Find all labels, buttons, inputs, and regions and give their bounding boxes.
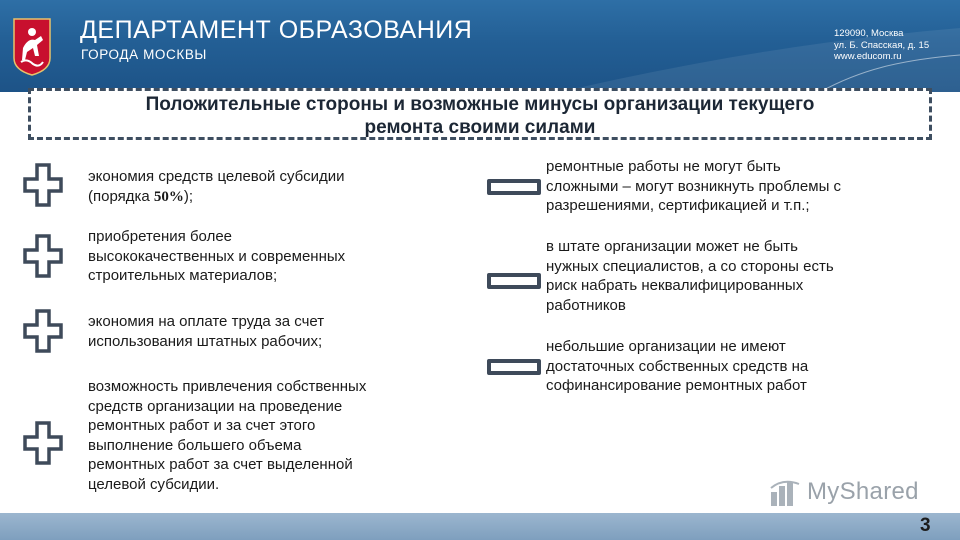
pro-item-line: возможность привлечения собственных — [88, 378, 367, 395]
pro-item-line: приобретения более — [88, 228, 233, 245]
pro-item — [88, 377, 458, 494]
con-item-line: достаточных собственных средств на — [546, 357, 809, 375]
slide-title-line: Положительные стороны и возможные минусы организации текущего — [145, 94, 815, 115]
page-number: 3 — [920, 515, 931, 536]
con-item — [546, 337, 941, 396]
website-link[interactable]: www.educom.ru — [834, 51, 902, 62]
con-item-line: работников — [546, 296, 626, 314]
pro-item-line: высококачественных и современных — [88, 247, 346, 265]
con-item-line: ремонтные работы не могут быть — [546, 158, 781, 175]
slide-title — [31, 93, 929, 139]
myshared-watermark — [765, 476, 925, 510]
myshared-logo-icon — [769, 478, 801, 508]
pro-item-line: целевой субсидии. — [88, 475, 220, 493]
con-item-line: небольшие организации не имеют — [546, 338, 786, 355]
pro-item — [88, 167, 438, 207]
pro-item — [88, 312, 438, 351]
department-title: ДЕПАРТАМЕНТ ОБРАЗОВАНИЯ — [80, 16, 473, 44]
department-subtitle: ГОРОДА МОСКВЫ — [81, 47, 207, 62]
slide-title-frame — [28, 88, 932, 140]
minus-icon — [487, 359, 541, 375]
pro-item-line: экономия на оплате труда за счет — [88, 313, 325, 330]
moscow-coat-of-arms-icon — [13, 18, 51, 76]
pro-item — [88, 227, 438, 286]
address-line: ул. Б. Спасская, д. 15 — [834, 39, 930, 51]
con-item-line: софинансирование ремонтных работ — [546, 377, 807, 394]
footer-band — [0, 513, 960, 540]
watermark-text: MyShared — [807, 478, 919, 505]
header-curve-decoration — [0, 0, 960, 92]
con-item-line: риск набрать неквалифицированных — [546, 277, 804, 294]
con-item — [546, 157, 941, 216]
con-item-line: сложными – могут возникнуть проблемы с — [546, 177, 842, 195]
address-line: 129090, Москва — [834, 28, 904, 39]
con-item — [546, 237, 941, 315]
address-block — [834, 28, 929, 63]
plus-icon — [23, 234, 63, 278]
pro-item-line: строительных материалов; — [88, 267, 278, 284]
pro-item-line: ремонтных работ за счет выделенной — [88, 456, 353, 473]
con-item-line: нужных специалистов, а со стороны есть — [546, 257, 834, 275]
minus-icon — [487, 273, 541, 289]
pro-item-line: экономия средств целевой субсидии — [88, 168, 345, 185]
plus-icon — [23, 421, 63, 465]
pro-item-line: средств организации на проведение — [88, 397, 343, 415]
pro-item-text: (порядка — [88, 187, 154, 205]
slide-title-line: ремонта своими силами — [364, 117, 596, 138]
plus-icon — [23, 309, 63, 353]
subsidy-percent: 50% — [153, 188, 184, 205]
pro-item-text: ); — [183, 187, 194, 205]
pro-item-line: выполнение большего объема — [88, 436, 302, 454]
plus-icon — [23, 163, 63, 207]
header-banner — [0, 0, 960, 92]
pro-item-line: использования штатных рабочих; — [88, 332, 323, 350]
minus-icon — [487, 179, 541, 195]
pro-item-line — [88, 187, 438, 208]
pro-item-line: ремонтных работ и за счет этого — [88, 417, 316, 434]
con-item-line: разрешениями, сертификацией и т.п.; — [546, 197, 810, 214]
con-item-line: в штате организации может не быть — [546, 238, 798, 255]
